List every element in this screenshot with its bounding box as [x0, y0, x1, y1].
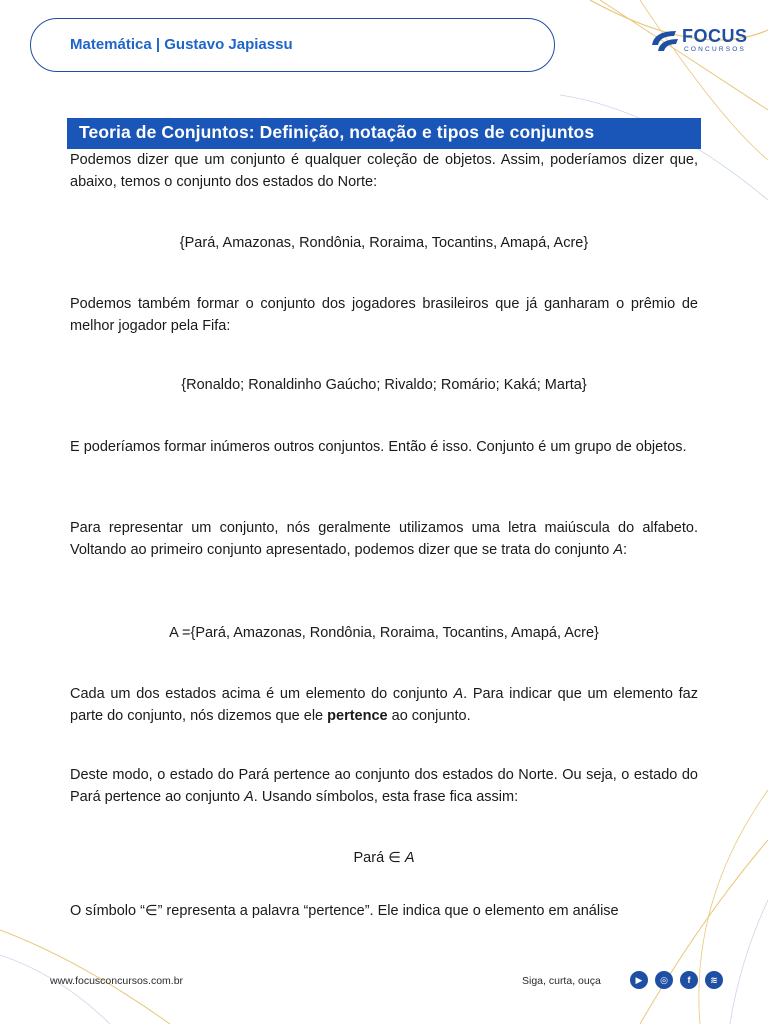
formula-element: Pará ∈	[353, 850, 405, 866]
paragraph-5-part-a: Cada um dos estados acima é um elemento do conjunto	[70, 686, 454, 702]
set-a-definition: A ={Pará, Amazonas, Rondônia, Roraima, Tocantins, Amapá, Acre}	[169, 625, 599, 641]
podcast-icon[interactable]: ≋	[705, 971, 723, 989]
paragraph-1: Podemos dizer que um conjunto é qualquer coleção de objetos. Assim, poderíamos dizer que, abaixo, temos o conjunto dos estados do Norte:	[70, 152, 698, 190]
paragraph-6-variable: A	[244, 789, 254, 805]
paragraph-4-text: Para representar um conjunto, nós geralmente utilizamos uma letra maiúscula do alfabeto. Voltando ao primeiro conjunto apresentado, podemos dizer que se trata do conjunto	[70, 520, 698, 558]
paragraph-2: Podemos também formar o conjunto dos jogadores brasileiros que já ganharam o prêmio de melhor jogador pela Fifa:	[70, 296, 698, 334]
paragraph-5-part-b: . Para indicar que um elemento faz parte do conjunto, nós dizemos que ele	[70, 686, 698, 724]
instagram-icon[interactable]: ◎	[655, 971, 673, 989]
section-title: Teoria de Conjuntos: Definição, notação e tipos de conjuntos	[67, 118, 701, 149]
paragraph-4	[70, 517, 698, 561]
facebook-icon[interactable]: f	[680, 971, 698, 989]
formula-set-variable: A	[404, 850, 415, 866]
paragraph-7: O símbolo “∈” representa a palavra “pertence”. Ele indica que o elemento em análise	[70, 903, 619, 919]
focus-logo	[648, 22, 752, 60]
footer-follow-text: Siga, curta, ouça	[522, 975, 601, 987]
paragraph-5	[70, 683, 698, 727]
paragraph-4-variable: A	[613, 542, 623, 558]
footer-website-link[interactable]: www.focusconcursos.com.br	[50, 975, 184, 987]
logo-name: FOCUS	[682, 26, 748, 46]
set-north-states: {Pará, Amazonas, Rondônia, Roraima, Tocantins, Amapá, Acre}	[179, 235, 589, 251]
paragraph-6-part-b: . Usando símbolos, esta frase fica assim:	[253, 789, 519, 805]
focus-logo-mark-icon	[648, 25, 682, 57]
paragraph-4-end: :	[622, 542, 628, 558]
paragraph-5-part-c: ao conjunto.	[387, 708, 471, 724]
header-title: Matemática | Gustavo Japiassu	[70, 36, 293, 53]
paragraph-5-bold-term: pertence	[327, 708, 388, 724]
paragraph-5-variable: A	[453, 686, 464, 702]
paragraph-3: E poderíamos formar inúmeros outros conjuntos. Então é isso. Conjunto é um grupo de objetos.	[70, 439, 687, 455]
paragraph-6-part-a: Deste modo, o estado do Pará pertence ao conjunto dos estados do Norte. Ou seja, o estado do Pará pertence ao conjunto	[70, 767, 698, 805]
set-fifa-players: {Ronaldo; Ronaldinho Gaúcho; Rivaldo; Romário; Kaká; Marta}	[181, 377, 587, 393]
membership-formula	[70, 847, 698, 869]
paragraph-6	[70, 764, 698, 808]
logo-subtitle: CONCURSOS	[684, 46, 747, 53]
youtube-icon[interactable]: ▶	[630, 971, 648, 989]
